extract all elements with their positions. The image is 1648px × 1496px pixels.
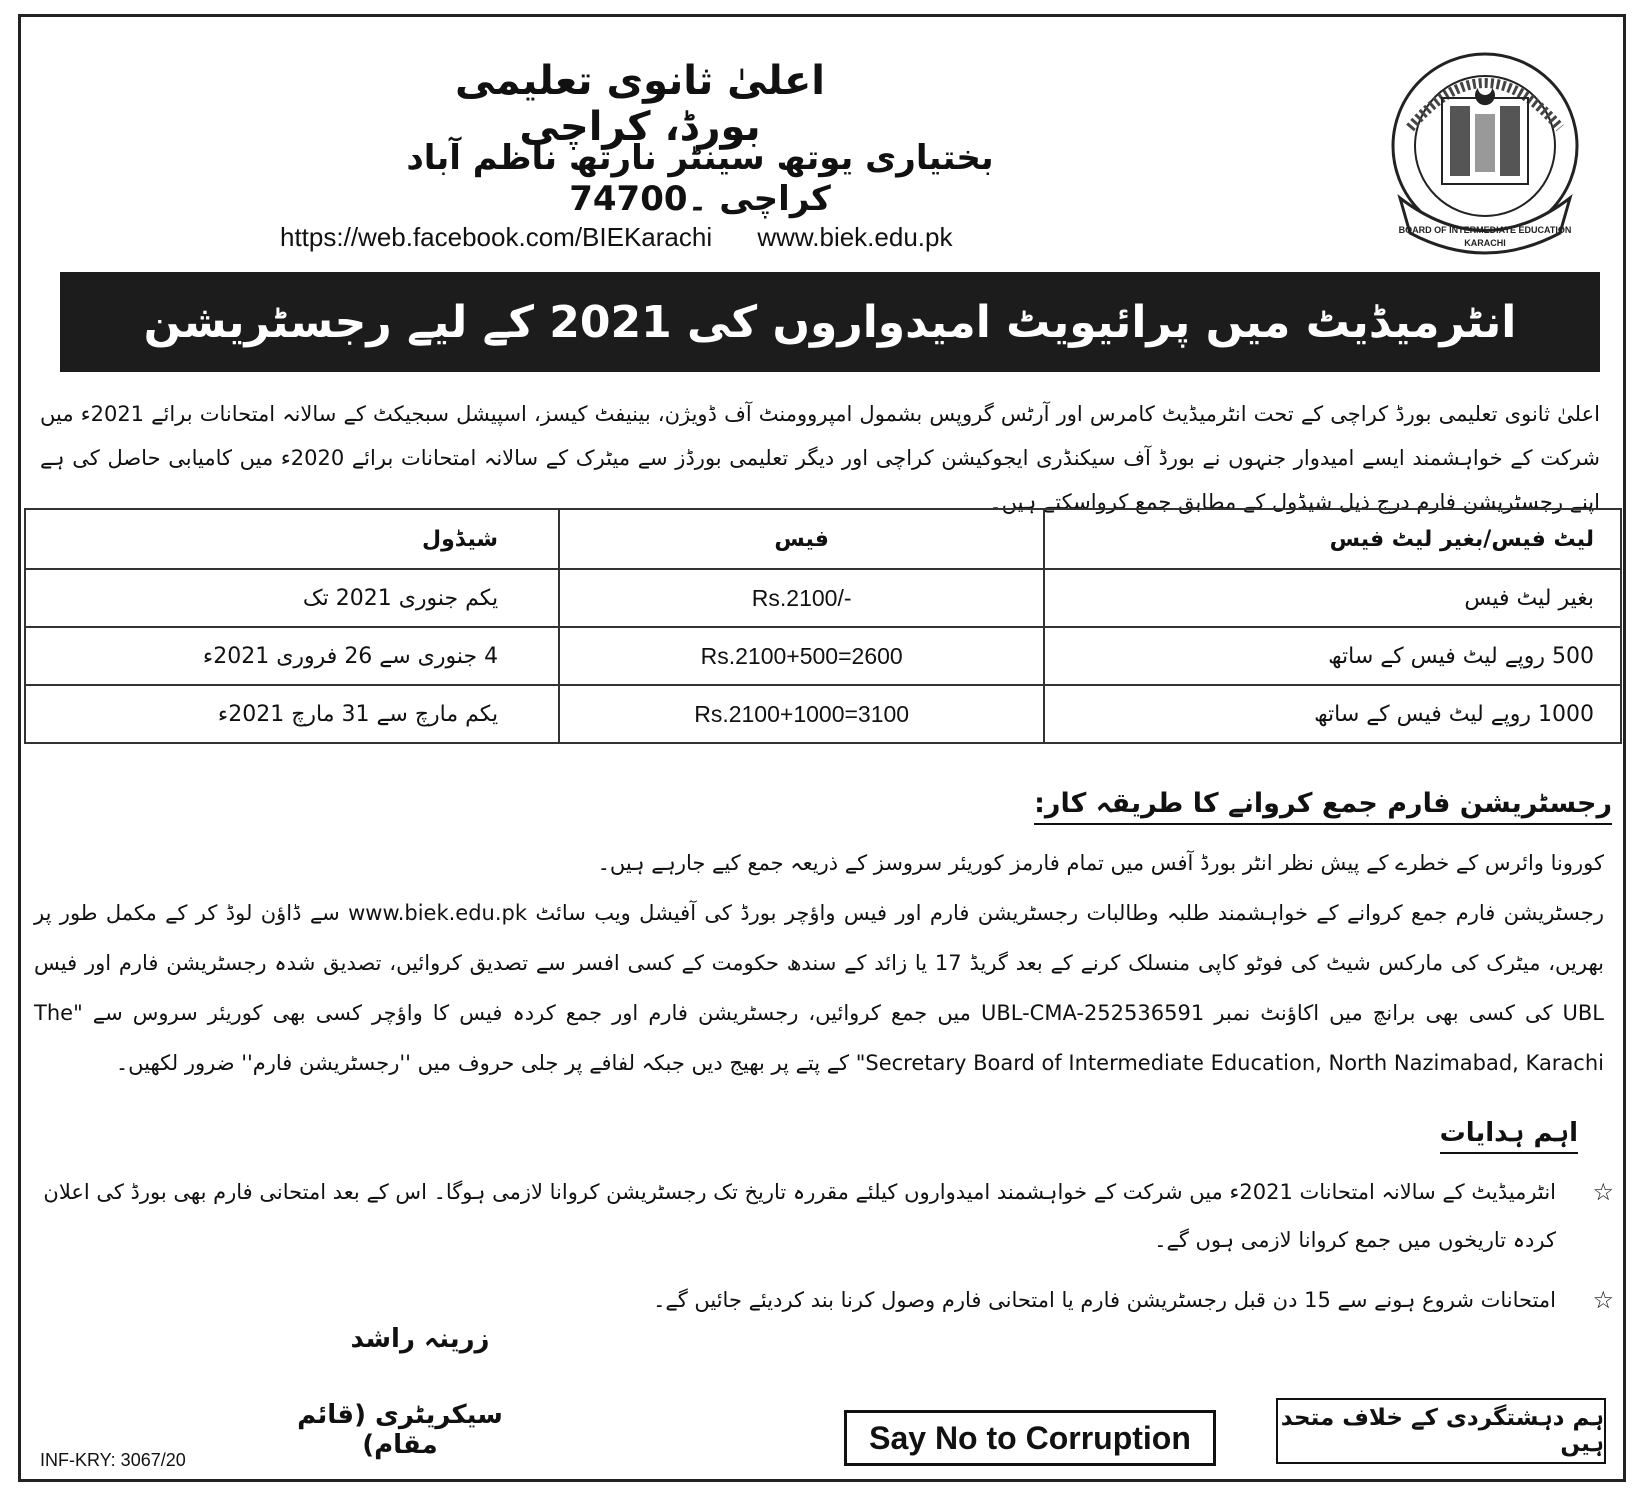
fee-cell: Rs.2100+500=2600 — [559, 627, 1044, 685]
signatory-name: زرینہ راشد — [350, 1324, 490, 1354]
terrorism-slogan: ہم دہشتگردی کے خلاف متحد ہیں — [1280, 1405, 1604, 1457]
corruption-slogan: Say No to Corruption — [869, 1419, 1191, 1456]
late-fee-cell: 500 روپے لیٹ فیس کے ساتھ — [1044, 627, 1621, 685]
instruction-text: انٹرمیڈیٹ کے سالانہ امتحانات 2021ء میں شرکت کے خواہشمند امیدواروں کیلئے مقررہ تاریخ تک رجسٹریشن کروانا لازمی ہوگا۔ اس کے بعد امتحانی فارم بھی بورڈ کی اعلان کردہ تاریخوں میں جمع کروانا لازمی ہوں گے۔ — [43, 1180, 1556, 1252]
late-fee-header: لیٹ فیس/بغیر لیٹ فیس — [1044, 509, 1621, 569]
registration-banner — [60, 272, 1600, 372]
board-title: اعلیٰ ثانوی تعلیمی بورڈ، کراچی — [454, 58, 826, 150]
banner-text: انٹرمیڈیٹ میں پرائیویٹ امیدواروں کی 2021 کے لیے رجسٹریشن — [143, 296, 1517, 348]
instructions-list — [34, 1168, 1614, 1336]
late-fee-cell: 1000 روپے لیٹ فیس کے ساتھ — [1044, 685, 1621, 743]
schedule-cell: یکم مارچ سے 31 مارچ 2021ء — [25, 685, 559, 743]
logo-caption-board: BOARD OF INTERMEDIATE EDUCATION — [1398, 225, 1572, 235]
intro-paragraph: اعلیٰ ثانوی تعلیمی بورڈ کراچی کے تحت انٹرمیڈیٹ کامرس اور آرٹس گروپس بشمول امپروومنٹ آف ڈویژن، بینیفٹ کیسز، اسپیشل سبجیکٹ کے سالانہ امتحانات برائے 2021ء میں شرکت کے خواہشمند ایسے امیدوار جنہوں نے بورڈ آف سیکنڈری ایجوکیشن کراچی اور دیگر تعلیمی بورڈز سے میٹرک کے سالانہ امتحانات برائے 2020ء میں کامیابی حاصل کی ہے اپنے رجسٹریشن فارم درج ذیل شیڈول کے مطابق جمع کرواسکتے ہیں۔ — [40, 402, 1600, 514]
star-icon: ☆ — [1592, 1178, 1614, 1206]
late-fee-cell: بغیر لیٹ فیس — [1044, 569, 1621, 627]
logo-caption-city: KARACHI — [1464, 238, 1506, 248]
table-row — [25, 685, 1621, 743]
fee-table — [24, 508, 1622, 744]
board-address: بختیاری یوتھ سینٹر نارتھ ناظم آباد کراچی ۔74700 — [406, 138, 994, 219]
procedure-paragraph-2: رجسٹریشن فارم جمع کروانے کے خواہشمند طلبہ وطالبات رجسٹریشن فارم اور فیس واؤچر بورڈ کی آفیشل ویب سائٹ www.biek.edu.pk سے ڈاؤن لوڈ کر کے مکمل طور پر بھریں، میٹرک کی مارکس شیٹ کی فوٹو کاپی منسلک کرنے کے بعد گریڈ 17 یا زائد کے سندھ حکومت کے کسی افسر سے تصدیق کروائیں، تصدیق شدہ رجسٹریشن فارم اور فیس UBL کی کسی بھی برانچ میں اکاؤنٹ نمبر UBL-CMA-252536591 میں جمع کروائیں، رجسٹریشن فارم اور جمع کردہ فیس کا واؤچر کسی بھی کوریئر سروس سے "The Secretary Board of Intermediate Education, North Nazimabad, Karachi" کے پتے پر بھیج دیں جبکہ لفافے پر جلی حروف میں ''رجسٹریشن فارم'' ضرور لکھیں۔ — [34, 901, 1605, 1075]
table-row — [25, 569, 1621, 627]
signatory-designation: سیکریٹری (قائم مقام) — [297, 1400, 503, 1460]
facebook-link[interactable]: https://web.facebook.com/BIEKarachi — [280, 222, 713, 252]
schedule-cell: 4 جنوری سے 26 فروری 2021ء — [25, 627, 559, 685]
header-links — [280, 222, 1120, 253]
procedure-section — [34, 838, 1604, 1088]
list-item — [34, 1168, 1614, 1264]
inf-code: INF-KRY: 3067/20 — [40, 1450, 186, 1470]
fee-table-header — [25, 509, 1621, 569]
schedule-cell: یکم جنوری 2021 تک — [25, 569, 559, 627]
procedure-title: رجسٹریشن فارم جمع کروانے کا طریقہ کار: — [1034, 788, 1612, 825]
list-item — [34, 1276, 1614, 1324]
star-icon: ☆ — [1592, 1286, 1614, 1314]
instructions-title: اہم ہدایات — [1440, 1118, 1578, 1154]
website-link[interactable]: www.biek.edu.pk — [757, 222, 953, 252]
board-logo-icon — [1380, 48, 1590, 258]
schedule-header: شیڈول — [25, 509, 559, 569]
instruction-text: امتحانات شروع ہونے سے 15 دن قبل رجسٹریشن فارم یا امتحانی فارم وصول کرنا بند کردیئے جائیں گے۔ — [653, 1288, 1556, 1312]
procedure-paragraph-1: کورونا وائرس کے خطرے کے پیش نظر انٹر بورڈ آفس میں تمام فارمز کوریئر سروسز کے ذریعہ جمع کیے جارہے ہیں۔ — [597, 851, 1604, 875]
terrorism-slogan-box — [1276, 1398, 1606, 1464]
fee-header: فیس — [559, 509, 1044, 569]
fee-cell: Rs.2100+1000=3100 — [559, 685, 1044, 743]
corruption-slogan-box — [844, 1410, 1216, 1466]
fee-cell: Rs.2100/- — [559, 569, 1044, 627]
table-row — [25, 627, 1621, 685]
